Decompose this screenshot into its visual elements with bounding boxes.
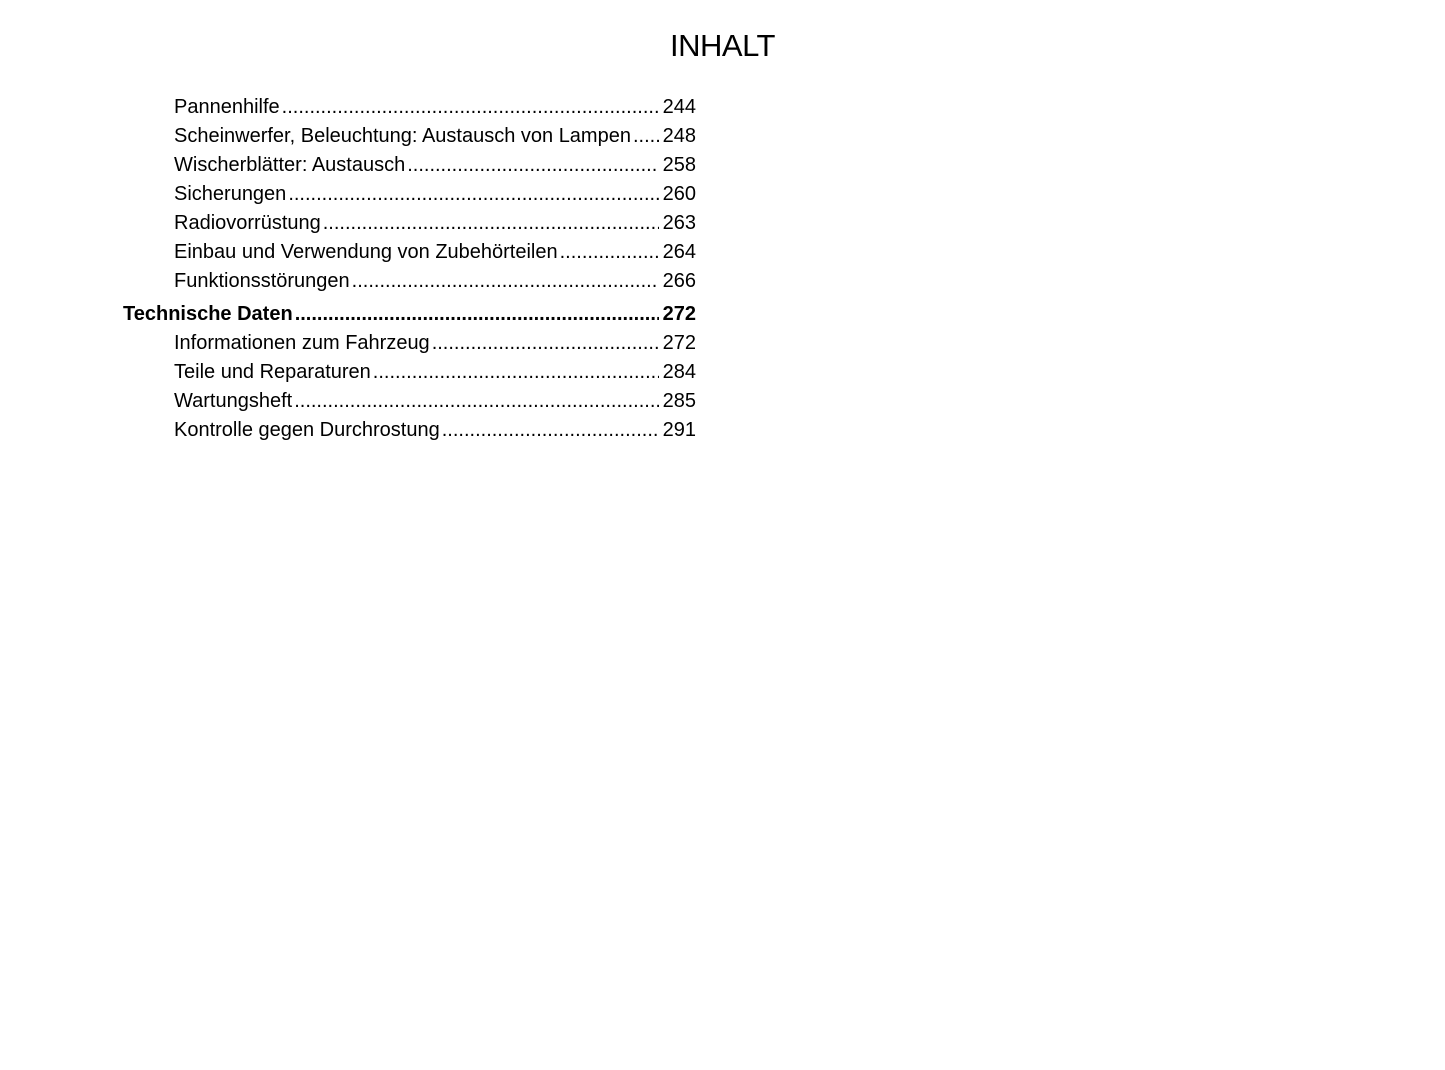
toc-entry-label: Sicherungen <box>174 183 287 205</box>
dot-leader <box>288 180 658 209</box>
toc-entry-funktionsstoerungen[interactable] <box>123 267 696 296</box>
toc-entry-page: 266 <box>662 270 696 292</box>
toc-entry-page: 285 <box>662 390 696 412</box>
toc-section-technische-daten[interactable] <box>123 300 696 329</box>
toc-entry-page: 258 <box>662 154 696 176</box>
toc-entry-zubehoerteile[interactable] <box>123 238 696 267</box>
toc-section-page: 272 <box>662 303 696 325</box>
toc-entry-page: 272 <box>662 332 696 354</box>
toc-section-label: Technische Daten <box>123 303 293 325</box>
dot-leader <box>432 329 659 358</box>
dot-leader <box>282 93 659 122</box>
toc-entry-label: Einbau und Verwendung von Zubehörteilen <box>174 241 558 263</box>
toc-entry-label: Funktionsstörungen <box>174 270 350 292</box>
dot-leader <box>633 122 659 151</box>
toc-entry-page: 291 <box>662 419 696 441</box>
dot-leader <box>294 387 658 416</box>
toc-entry-label: Informationen zum Fahrzeug <box>174 332 430 354</box>
toc-entry-page: 284 <box>662 361 696 383</box>
toc-entry-informationen-fahrzeug[interactable] <box>123 329 696 358</box>
toc-entry-radiovorruestung[interactable] <box>123 209 696 238</box>
toc-entry-wischerblaetter[interactable] <box>123 151 696 180</box>
toc-entry-durchrostung[interactable] <box>123 416 696 445</box>
toc-entry-sicherungen[interactable] <box>123 180 696 209</box>
toc-entry-label: Wischerblätter: Austausch <box>174 154 406 176</box>
toc-entry-page: 263 <box>662 212 696 234</box>
toc-entry-label: Radiovorrüstung <box>174 212 321 234</box>
toc-entry-label: Teile und Reparaturen <box>174 361 371 383</box>
toc-entry-label: Wartungsheft <box>174 390 293 412</box>
toc-entry-label: Kontrolle gegen Durchrostung <box>174 419 440 441</box>
dot-leader <box>442 416 659 445</box>
toc-entry-wartungsheft[interactable] <box>123 387 696 416</box>
toc-entry-page: 260 <box>662 183 696 205</box>
toc-entry-page: 244 <box>662 96 696 118</box>
toc-entry-page: 264 <box>662 241 696 263</box>
dot-leader <box>323 209 659 238</box>
toc-entry-pannenhilfe[interactable] <box>123 93 696 122</box>
dot-leader <box>352 267 659 296</box>
toc-entry-scheinwerfer[interactable] <box>123 122 696 151</box>
toc-entry-label: Pannenhilfe <box>174 96 280 118</box>
dot-leader <box>295 300 659 329</box>
toc-entry-page: 248 <box>662 125 696 147</box>
dot-leader <box>407 151 658 180</box>
table-of-contents <box>123 93 696 445</box>
toc-entry-label: Scheinwerfer, Beleuchtung: Austausch von Lampen <box>174 125 631 147</box>
toc-entry-teile-reparaturen[interactable] <box>123 358 696 387</box>
page-title: INHALT <box>670 28 775 63</box>
dot-leader <box>560 238 659 267</box>
dot-leader <box>373 358 659 387</box>
